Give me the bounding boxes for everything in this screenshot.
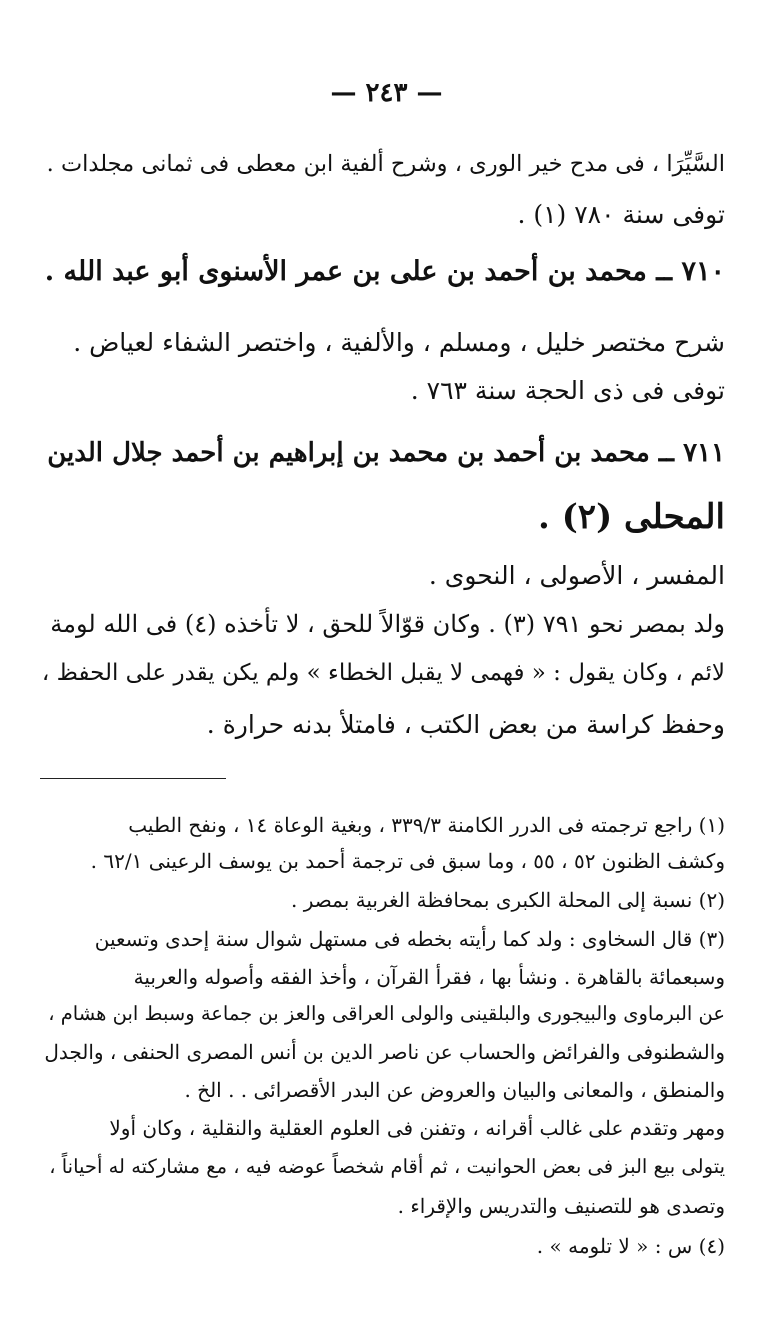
- footnote-line: ومهر وتقدم على غالب أقرانه ، وتفنن فى العلوم العقلية والنقلية ، وكان أولا: [109, 1116, 725, 1140]
- body-line: شرح مختصر خليل ، ومسلم ، والألفية ، واختصر الشفاء لعياض .: [73, 328, 725, 357]
- footnote-line: (١) راجع ترجمته فى الدرر الكامنة ٣٣٩/٣ ، وبغية الوعاة ١٤ ، ونفح الطيب: [128, 813, 725, 837]
- footnote-line: (٣) قال السخاوى : ولد كما رأيته بخطه فى مستهل شوال سنة إحدى وتسعين: [94, 927, 725, 951]
- footnote-line: والشطنوفى والفرائض والحساب عن ناصر الدين بن أنس المصرى الحنفى ، والجدل: [44, 1040, 725, 1064]
- body-line: توفى سنة ٧٨٠ (١) .: [517, 200, 725, 229]
- footnote-line: يتولى بيع البز فى بعض الحوانيت ، ثم أقام شخصاً عوضه فيه ، مع مشاركته له أحياناً ،: [49, 1155, 725, 1178]
- footnote-divider: [40, 778, 226, 779]
- footnote-line: (٤) س : « لا تلومه » .: [536, 1234, 725, 1258]
- entry-heading-711-cont: المحلى (٢) .: [538, 497, 725, 537]
- footnote-line: (٢) نسبة إلى المحلة الكبرى بمحافظة الغربية بمصر .: [291, 888, 725, 912]
- body-line: لائم ، وكان يقول : « فهمى لا يقبل الخطاء » ولم يكن يقدر على الحفظ ،: [41, 660, 725, 686]
- body-line: ولد بمصر نحو ٧٩١ (٣) . وكان قوّالاً للحق ، لا تأخذه (٤) فى الله لومة: [50, 610, 725, 638]
- body-line: توفى فى ذى الحجة سنة ٧٦٣ .: [410, 376, 725, 405]
- entry-heading-711: ٧١١ ــ محمد بن أحمد بن محمد بن إبراهيم بن أحمد جلال الدين: [47, 438, 725, 468]
- entry-heading-710: ٧١٠ ــ محمد بن أحمد بن على بن عمر الأسنوى أبو عبد الله .: [44, 256, 725, 287]
- body-line: السَّيِّرَا ، فى مدح خير الورى ، وشرح ألفية ابن معطى فى ثمانى مجلدات .: [46, 151, 725, 177]
- footnote-line: وتصدى هو للتصنيف والتدريس والإقراء .: [397, 1194, 725, 1218]
- footnote-line: والمنطق ، والمعانى والبيان والعروض عن البدر الأقصرائى . . الخ .: [184, 1078, 725, 1102]
- footnote-line: عن البرماوى والبيجورى والبلقينى والولى العراقى والعز بن جماعة وسبط ابن هشام ،: [48, 1002, 725, 1025]
- footnote-line: وسبعمائة بالقاهرة . ونشأ بها ، فقرأ القرآن ، وأخذ الفقه وأصوله والعربية: [133, 965, 725, 989]
- body-line: وحفظ كراسة من بعض الكتب ، فامتلأ بدنه حرارة .: [206, 710, 725, 739]
- page-number: — ٢٤٣ —: [330, 78, 443, 108]
- footnote-line: وكشف الظنون ٥٢ ، ٥٥ ، وما سبق فى ترجمة أحمد بن يوسف الرعينى ٦٢/١ .: [90, 849, 725, 873]
- body-line: المفسر ، الأصولى ، النحوى .: [428, 561, 725, 590]
